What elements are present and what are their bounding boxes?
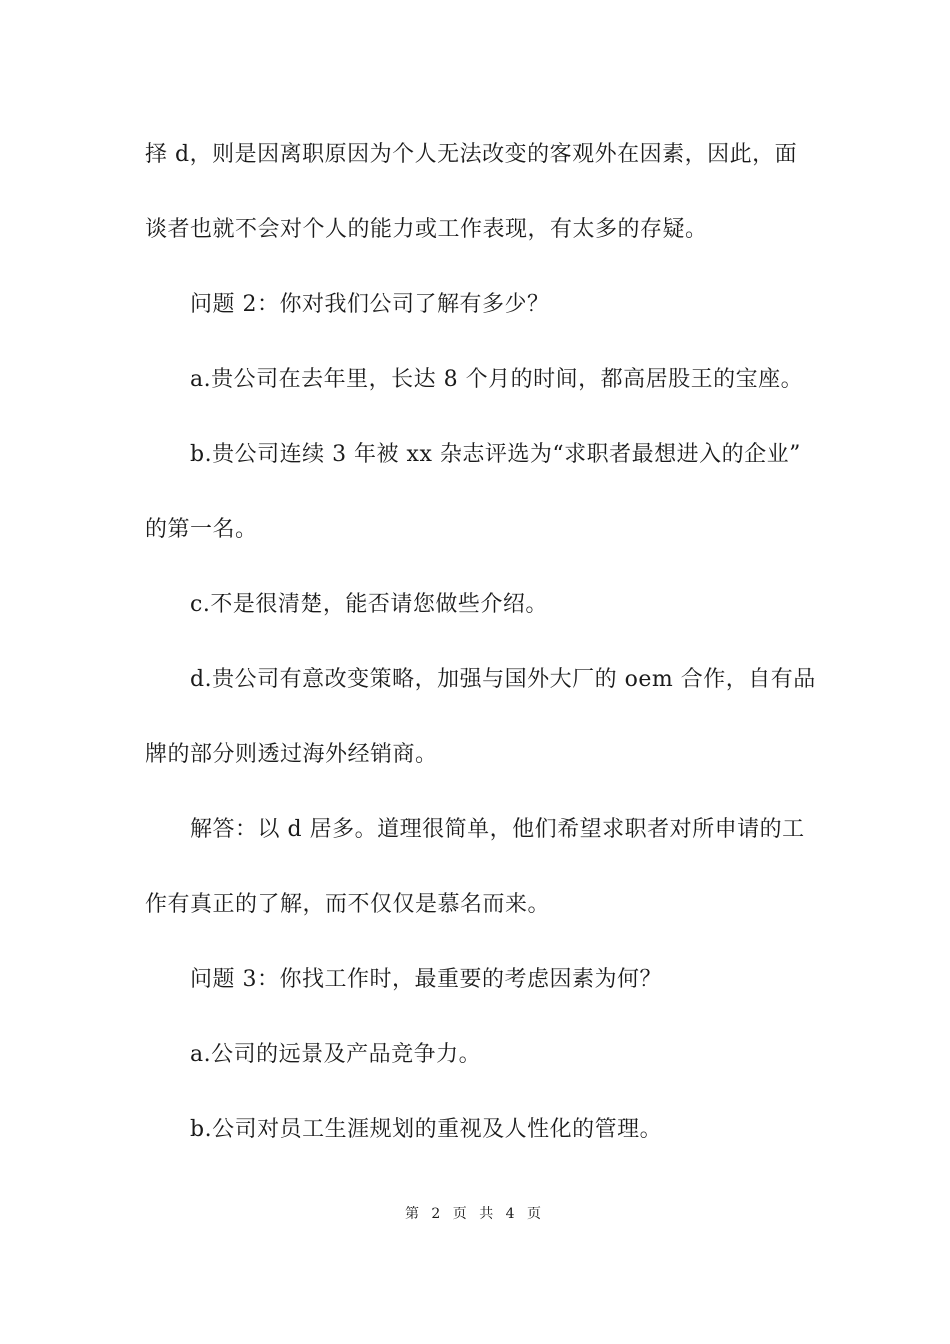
answer-option: a.公司的远景及产品竞争力。: [190, 1042, 482, 1067]
answer-option: d.贵公司有意改变策略，加强与国外大厂的 oem 合作，自有品: [190, 667, 816, 692]
answer-option: c.不是很清楚，能否请您做些介绍。: [190, 592, 548, 617]
text-line: 的第一名。: [145, 517, 258, 542]
answer-option: a.贵公司在去年里，长达 8 个月的时间，都高居股王的宝座。: [190, 367, 804, 392]
page-number-footer: 第 2 页 共 4 页: [404, 1206, 546, 1222]
answer-option: b.贵公司连续 3 年被 xx 杂志评选为“求职者最想进入的企业”: [190, 442, 801, 467]
text-line: 牌的部分则透过海外经销商。: [145, 742, 438, 767]
question-heading: 问题 2：你对我们公司了解有多少？: [190, 292, 550, 317]
question-heading: 问题 3：你找工作时，最重要的考虑因素为何？: [190, 967, 662, 992]
explanation-paragraph: 解答：以 d 居多。道理很简单，他们希望求职者对所申请的工: [190, 817, 805, 842]
text-line: 择 d，则是因离职原因为个人无法改变的客观外在因素，因此，面: [145, 142, 798, 167]
text-line: 作有真正的了解，而不仅仅是慕名而来。: [145, 892, 551, 917]
answer-option: b.公司对员工生涯规划的重视及人性化的管理。: [190, 1117, 663, 1142]
text-line: 谈者也就不会对个人的能力或工作表现，有太多的存疑。: [145, 217, 708, 242]
